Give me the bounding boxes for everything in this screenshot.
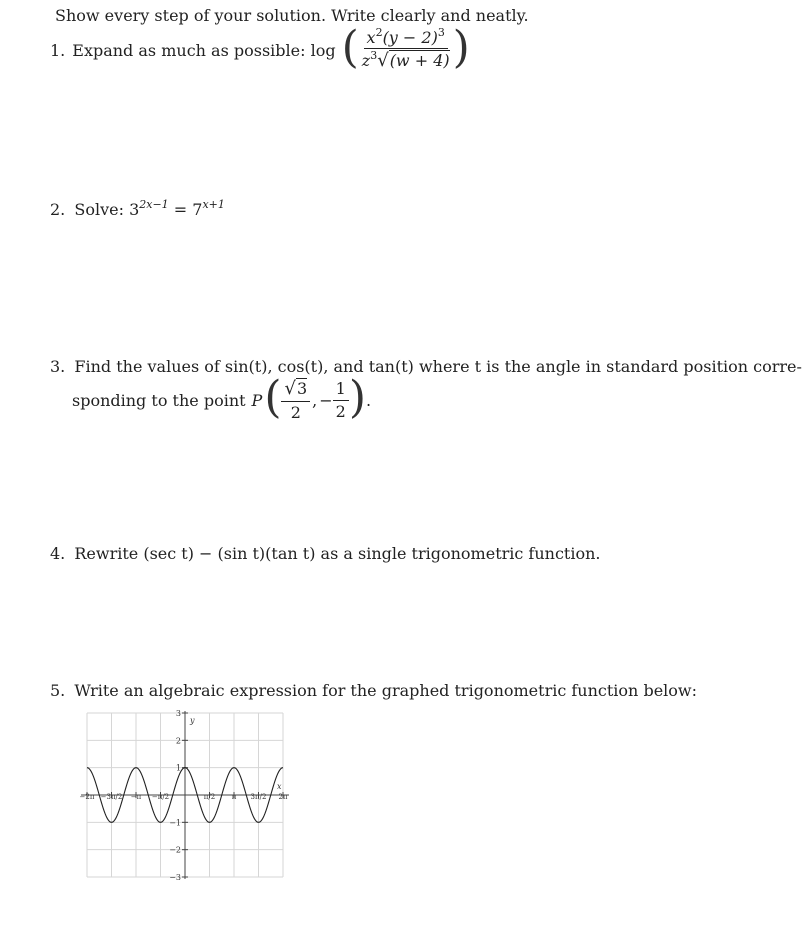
problem-2-text: Solve: [74, 200, 124, 219]
point-x-fraction: $\frac{√3}{2}$ [281, 379, 310, 421]
x-tick-label: −3π/2 [100, 793, 123, 801]
problem-2 [50, 200, 225, 219]
left-paren: ( [341, 22, 359, 73]
y-tick-label: −1 [169, 818, 181, 828]
y-tick-label: 1 [175, 763, 181, 773]
point-label: P [251, 390, 263, 410]
problem-1-number: 1. [50, 40, 66, 60]
x-tick-label: −π/2 [151, 793, 170, 801]
equation: $3^{2x-1} = 7^{x+1}$ [129, 198, 225, 219]
fraction-denominator: $z^3√(w + 4)$ [361, 49, 450, 72]
fraction-numerator: $x^2(y - 2)^3$ [364, 29, 448, 50]
problem-3-number: 3. [50, 357, 66, 376]
problem-4-text: Rewrite (sec t) − (sin t)(tan t) as a single trigonometric function. [74, 544, 601, 563]
problem-5-number: 5. [50, 681, 66, 700]
problem-3-line-2: sponding to the point P ( $\frac{√3}{2}$ , − $\frac{1}{2}$ ) . [72, 372, 372, 423]
right-paren: ) [348, 372, 367, 423]
right-paren: ) [452, 22, 470, 73]
point-y-fraction: $\frac{1}{2}$ [333, 380, 349, 420]
instructions: Show every step of your solution. Write clearly and neatly. [55, 6, 529, 25]
x-tick-label: −π [130, 793, 142, 801]
y-tick-label: 2 [175, 736, 181, 746]
problem-5-text: Write an algebraic expression for the graphed trigonometric function below: [74, 681, 697, 700]
problem-4-number: 4. [50, 544, 66, 563]
y-tick-label: −3 [169, 873, 181, 882]
problem-1-text: Expand as much as possible: log [72, 40, 336, 60]
x-tick-label: 3π/2 [250, 793, 267, 801]
x-axis-label: x [277, 782, 282, 791]
problem-2-number: 2. [50, 200, 66, 219]
x-tick-label: 2π [278, 793, 288, 801]
problem-4 [50, 544, 601, 563]
y-tick-label: 3 [175, 709, 181, 718]
problem-5 [50, 681, 697, 700]
log-fraction [359, 25, 453, 72]
problem-3-line-1: 3. Find the values of sin(t), cos(t), and tan(t) where t is the angle in standard position corre- [50, 357, 802, 376]
x-tick-label: π/2 [203, 793, 216, 801]
x-tick-label: −2π [79, 793, 95, 801]
left-paren: ( [264, 372, 282, 423]
y-axis-label: y [190, 716, 195, 725]
problem-1 [50, 22, 470, 73]
trig-graph [70, 705, 300, 885]
x-tick-label: π [231, 793, 237, 801]
y-tick-label: −2 [169, 845, 181, 855]
